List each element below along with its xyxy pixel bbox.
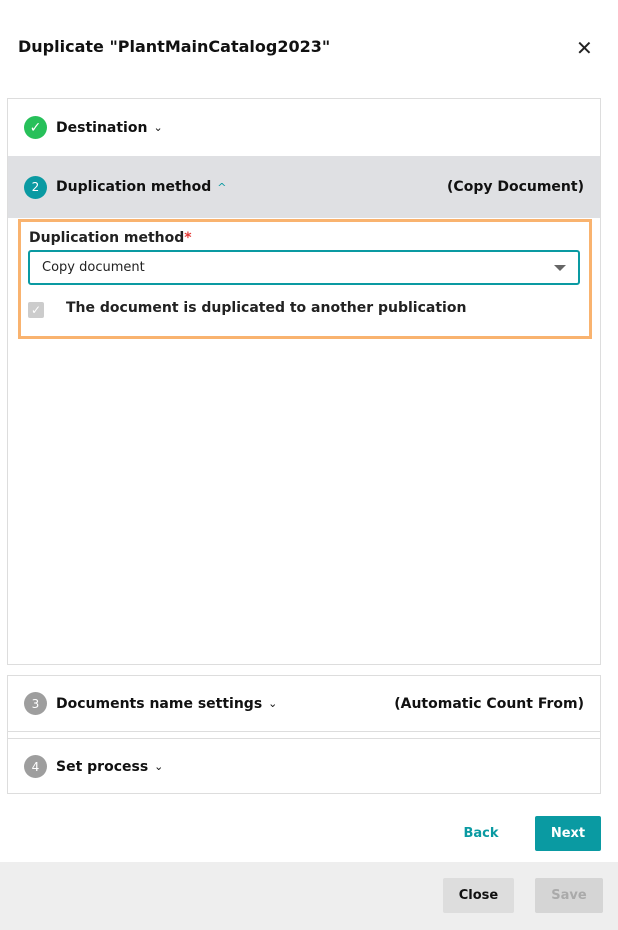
- select-value: Copy document: [42, 260, 145, 275]
- close-icon[interactable]: ✕: [576, 36, 593, 60]
- save-button[interactable]: Save: [535, 878, 603, 913]
- checkbox-label: The document is duplicated to another publication: [66, 300, 467, 316]
- step-label: Set process: [56, 758, 149, 775]
- chevron-down-icon: ⌄: [154, 760, 164, 773]
- chevron-down-icon: ⌄: [153, 121, 163, 134]
- steps-panel: [7, 98, 601, 665]
- dialog-title: Duplicate "PlantMainCatalog2023": [18, 37, 331, 56]
- step-number: 3: [24, 692, 47, 715]
- step-destination[interactable]: [8, 99, 600, 156]
- step-summary: (Automatic Count From): [394, 695, 584, 712]
- step-duplication-method[interactable]: [8, 156, 600, 218]
- step-set-process[interactable]: [8, 738, 600, 794]
- duplicate-checkbox[interactable]: ✓: [28, 302, 44, 318]
- caret-down-icon: [554, 265, 566, 271]
- duplication-method-select[interactable]: [28, 250, 580, 285]
- field-label: [29, 230, 192, 246]
- chevron-down-icon: ⌄: [268, 697, 278, 710]
- field-label-text: Duplication method: [29, 230, 185, 246]
- steps-panel-lower: [7, 675, 601, 794]
- step-number: 4: [24, 755, 47, 778]
- check-circle-icon: ✓: [24, 116, 47, 139]
- step-label: Destination: [56, 119, 148, 136]
- chevron-up-icon: ^: [217, 180, 227, 194]
- close-button[interactable]: Close: [443, 878, 514, 913]
- step-label: Duplication method: [56, 179, 212, 195]
- dialog-footer: [0, 862, 618, 930]
- step-label: Documents name settings: [56, 695, 263, 712]
- step-documents-name-settings[interactable]: [8, 676, 600, 732]
- next-button[interactable]: Next: [535, 816, 601, 851]
- back-button[interactable]: Back: [463, 826, 499, 841]
- duplication-method-form: [18, 219, 592, 339]
- step-number: 2: [24, 176, 47, 199]
- required-mark: *: [184, 230, 192, 246]
- step-summary: (Copy Document): [447, 179, 584, 195]
